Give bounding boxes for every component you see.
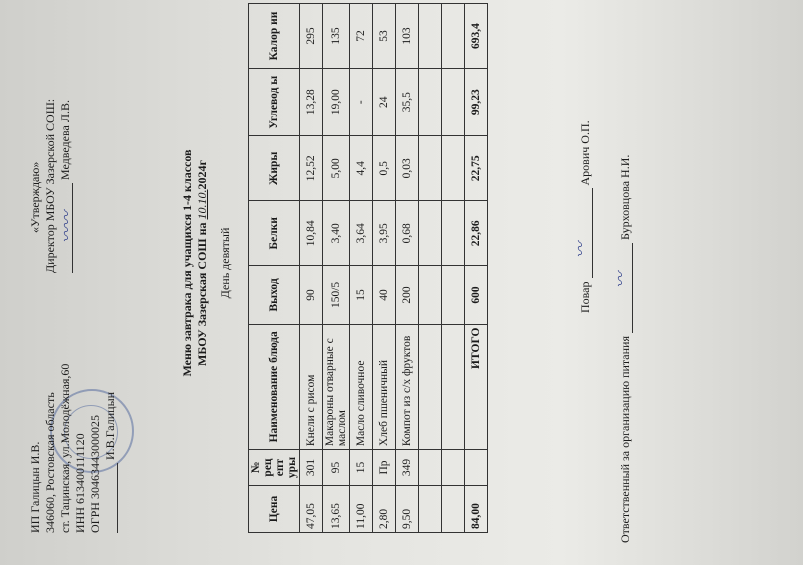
cell-dish: Хлеб пшеничный [373, 324, 396, 450]
total-proteins: 22,86 [465, 201, 488, 266]
cell-empty [419, 485, 442, 532]
cook-label: Повар [578, 281, 592, 313]
title-date: 10.10. [195, 189, 209, 220]
cell-carbs: 13,28 [300, 69, 323, 136]
cell-fats: 12,52 [300, 136, 323, 201]
cell-empty [419, 136, 442, 201]
table-row-empty [419, 4, 442, 533]
menu-day: День девятый [218, 227, 232, 299]
cell-carbs: 24 [373, 69, 396, 136]
responsible-name: Бурховцова Н.И. [618, 154, 632, 240]
company-address-street: ст. Тацинская, ул.Молодёжная,60 [58, 363, 72, 533]
signature-underline [621, 243, 633, 333]
approval-position: Директор МБОУ Зазерской СОШ: [43, 98, 57, 273]
table-total-row [465, 4, 488, 533]
cook-signature: 〰 [573, 241, 590, 258]
cell-empty [442, 450, 465, 486]
company-signatory: И.В.Галицын [103, 391, 117, 460]
total-carbs: 99,23 [465, 69, 488, 136]
table-row [300, 4, 323, 533]
cell-carbs: 35,5 [396, 69, 419, 136]
responsible-label: Ответственный за организацию питания [618, 336, 632, 543]
responsible-signature-row [618, 155, 633, 543]
total-portion: 600 [465, 266, 488, 324]
title-line-1: Меню завтрака для учащихся 1-4 классов [180, 149, 194, 377]
director-signature: 〰〰 [59, 210, 76, 243]
header-portion: Выход [249, 266, 300, 324]
cell-carbs: 19,00 [323, 69, 350, 136]
company-signature-line [103, 263, 118, 533]
title-prefix: МБОУ Зазерская СОШ на [195, 222, 209, 366]
header-fats: Жиры [249, 136, 300, 201]
cell-empty [442, 324, 465, 450]
cell-empty [419, 4, 442, 69]
header-dish-name: Наименование блюда [249, 324, 300, 450]
cell-portion: 40 [373, 266, 396, 324]
cell-empty [442, 69, 465, 136]
approval-name: Медведева Л.В. [58, 100, 72, 180]
cell-carbs: - [350, 69, 373, 136]
header-left [28, 263, 118, 533]
cell-empty [419, 324, 442, 450]
cell-price: 13,65 [323, 485, 350, 532]
cook-name: Арович О.П. [578, 120, 592, 186]
cell-empty [442, 201, 465, 266]
cell-calories: 72 [350, 4, 373, 69]
cell-fats: 4,4 [350, 136, 373, 201]
signature-underline [581, 189, 593, 279]
table-row-empty [442, 4, 465, 533]
cell-price: 2,80 [373, 485, 396, 532]
cell-dish: Кнели с рисом [300, 324, 323, 450]
cell-recipe: Пр [373, 450, 396, 486]
approval-label: «Утверждаю» [28, 161, 42, 233]
cell-portion: 150/5 [323, 266, 350, 324]
cell-calories: 53 [373, 4, 396, 69]
cell-empty [419, 201, 442, 266]
responsible-signature: 〰 [613, 271, 630, 288]
signature-underline [106, 463, 118, 533]
cell-proteins: 10,84 [300, 201, 323, 266]
cell-dish: Компот из с/х фруктов [396, 324, 419, 450]
cell-proteins: 0,68 [396, 201, 419, 266]
cell-dish: Масло сливочное [350, 324, 373, 450]
cell-price: 47,05 [300, 485, 323, 532]
cell-portion: 200 [396, 266, 419, 324]
header-recipe-number: № рец епт уры [249, 450, 300, 486]
cell-empty [419, 266, 442, 324]
cell-empty [419, 450, 442, 486]
header-price: Цена [249, 485, 300, 532]
table-row [323, 4, 350, 533]
cell-dish: Макароны отварные с маслом [323, 324, 350, 450]
table-row [396, 4, 419, 533]
cook-signature-row [578, 120, 593, 313]
cell-empty [442, 136, 465, 201]
cell-empty [442, 485, 465, 532]
company-ogrn: ОГРН 30463443000025 [88, 415, 102, 533]
cell-proteins: 3,95 [373, 201, 396, 266]
cell-price: 9,50 [396, 485, 419, 532]
cell-recipe: 95 [323, 450, 350, 486]
table-row [373, 4, 396, 533]
cell-portion: 15 [350, 266, 373, 324]
header-proteins: Белки [249, 201, 300, 266]
cell-fats: 0,5 [373, 136, 396, 201]
cell-calories: 103 [396, 4, 419, 69]
cell-empty [442, 266, 465, 324]
total-calories: 693,4 [465, 4, 488, 69]
total-recipe [465, 450, 488, 486]
cell-calories: 295 [300, 4, 323, 69]
menu-table [248, 3, 488, 533]
cell-portion: 90 [300, 266, 323, 324]
total-price: 84,00 [465, 485, 488, 532]
cell-price: 11,00 [350, 485, 373, 532]
title-line-2 [195, 0, 210, 543]
total-label: ИТОГО [465, 324, 488, 450]
document [20, 0, 800, 543]
cell-recipe: 301 [300, 450, 323, 486]
total-fats: 22,75 [465, 136, 488, 201]
menu-title [180, 0, 210, 543]
cell-calories: 135 [323, 4, 350, 69]
cell-recipe: 15 [350, 450, 373, 486]
cell-recipe: 349 [396, 450, 419, 486]
cell-proteins: 3,64 [350, 201, 373, 266]
cell-empty [442, 4, 465, 69]
cell-fats: 0,03 [396, 136, 419, 201]
cell-fats: 5,00 [323, 136, 350, 201]
header-carbs: Углевод ы [249, 69, 300, 136]
company-address-region: 346060, Ростовская область [43, 392, 57, 533]
company-inn: ИНН 613400111120 [73, 433, 87, 533]
title-year: 2024г [195, 160, 209, 190]
cell-empty [419, 69, 442, 136]
header-calories: Калор ии [249, 4, 300, 69]
table-header-row [249, 4, 300, 533]
company-name: ИП Галицын И.В. [28, 441, 42, 533]
table-row [350, 4, 373, 533]
cell-proteins: 3,40 [323, 201, 350, 266]
